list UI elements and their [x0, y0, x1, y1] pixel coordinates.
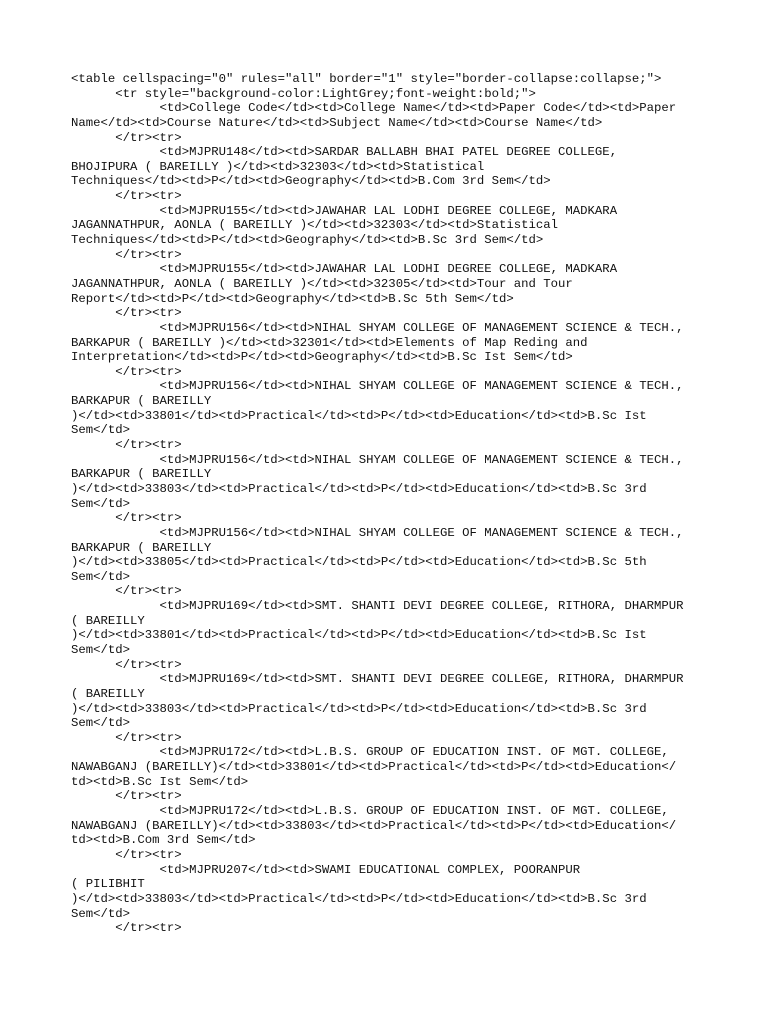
source-line: BARKAPUR ( BAREILLY — [71, 467, 212, 482]
source-line: Sem</td> — [71, 496, 131, 511]
source-line: ( PILIBHIT — [71, 877, 145, 892]
source-line: <td>MJPRU207</td><td>SWAMI EDUCATIONAL COMPLEX, POORANPUR — [71, 862, 581, 877]
source-line: NAWABGANJ (BAREILLY)</td><td>33801</td><td>Practical</td><td>P</td><td>Education</ — [71, 760, 677, 775]
source-line: Name</td><td>Course Nature</td><td>Subject Name</td><td>Course Name</td> — [71, 115, 603, 130]
source-line: )</td><td>33803</td><td>Practical</td><td>P</td><td>Education</td><td>B.Sc 3rd — [71, 481, 647, 496]
source-line: td><td>B.Com 3rd Sem</td> — [71, 833, 256, 848]
source-line: ( BAREILLY — [71, 686, 145, 701]
source-line: <td>MJPRU172</td><td>L.B.S. GROUP OF EDUCATION INST. OF MGT. COLLEGE, — [71, 745, 669, 760]
source-line: </tr><tr> — [71, 584, 182, 599]
source-line: )</td><td>33803</td><td>Practical</td><td>P</td><td>Education</td><td>B.Sc 3rd — [71, 701, 647, 716]
source-line: BHOJIPURA ( BAREILLY )</td><td>32303</td><td>Statistical — [71, 159, 485, 174]
source-line: </tr><tr> — [71, 511, 182, 526]
source-line: Techniques</td><td>P</td><td>Geography</td><td>B.Sc 3rd Sem</td> — [71, 233, 544, 248]
source-line: </tr><tr> — [71, 130, 182, 145]
source-line: BARKAPUR ( BAREILLY )</td><td>32301</td><td>Elements of Map Reding and — [71, 335, 588, 350]
source-line: <td>MJPRU155</td><td>JAWAHAR LAL LODHI DEGREE COLLEGE, MADKARA — [71, 262, 618, 277]
source-line: </tr><tr> — [71, 306, 182, 321]
source-line: </tr><tr> — [71, 921, 182, 936]
source-line: Sem</td> — [71, 423, 131, 438]
source-line: )</td><td>33801</td><td>Practical</td><td>P</td><td>Education</td><td>B.Sc Ist — [71, 628, 647, 643]
source-line: </tr><tr> — [71, 247, 182, 262]
source-line: </tr><tr> — [71, 438, 182, 453]
source-line: </tr><tr> — [71, 847, 182, 862]
source-line: Report</td><td>P</td><td>Geography</td><td>B.Sc 5th Sem</td> — [71, 291, 514, 306]
source-line: <tr style="background-color:LightGrey;font-weight:bold;"> — [71, 86, 536, 101]
source-line: BARKAPUR ( BAREILLY — [71, 394, 212, 409]
source-line: Interpretation</td><td>P</td><td>Geography</td><td>B.Sc Ist Sem</td> — [71, 350, 573, 365]
source-line: td><td>B.Sc Ist Sem</td> — [71, 774, 249, 789]
source-line: <td>MJPRU172</td><td>L.B.S. GROUP OF EDUCATION INST. OF MGT. COLLEGE, — [71, 804, 669, 819]
source-line: )</td><td>33803</td><td>Practical</td><td>P</td><td>Education</td><td>B.Sc 3rd — [71, 891, 647, 906]
source-line: </tr><tr> — [71, 364, 182, 379]
source-line: <td>MJPRU156</td><td>NIHAL SHYAM COLLEGE OF MANAGEMENT SCIENCE & TECH., — [71, 452, 684, 467]
source-line: <td>MJPRU156</td><td>NIHAL SHYAM COLLEGE OF MANAGEMENT SCIENCE & TECH., — [71, 379, 684, 394]
source-line: </tr><tr> — [71, 789, 182, 804]
source-line: )</td><td>33801</td><td>Practical</td><td>P</td><td>Education</td><td>B.Sc Ist — [71, 408, 647, 423]
source-line: <td>MJPRU169</td><td>SMT. SHANTI DEVI DEGREE COLLEGE, RITHORA, DHARMPUR — [71, 672, 684, 687]
source-line: <td>College Code</td><td>College Name</td><td>Paper Code</td><td>Paper — [71, 101, 677, 116]
source-line: <td>MJPRU148</td><td>SARDAR BALLABH BHAI PATEL DEGREE COLLEGE, — [71, 145, 618, 160]
source-line: )</td><td>33805</td><td>Practical</td><td>P</td><td>Education</td><td>B.Sc 5th — [71, 555, 647, 570]
source-line: <td>MJPRU156</td><td>NIHAL SHYAM COLLEGE OF MANAGEMENT SCIENCE & TECH., — [71, 525, 684, 540]
source-line: </tr><tr> — [71, 189, 182, 204]
source-line: Sem</td> — [71, 906, 131, 921]
source-line: Sem</td> — [71, 569, 131, 584]
source-line: <td>MJPRU169</td><td>SMT. SHANTI DEVI DEGREE COLLEGE, RITHORA, DHARMPUR — [71, 599, 684, 614]
source-line: Sem</td> — [71, 642, 131, 657]
source-line: <td>MJPRU155</td><td>JAWAHAR LAL LODHI DEGREE COLLEGE, MADKARA — [71, 203, 618, 218]
source-line: Techniques</td><td>P</td><td>Geography</td><td>B.Com 3rd Sem</td> — [71, 174, 551, 189]
source-line: JAGANNATHPUR, AONLA ( BAREILLY )</td><td>32303</td><td>Statistical — [71, 218, 559, 233]
source-line: <td>MJPRU156</td><td>NIHAL SHYAM COLLEGE OF MANAGEMENT SCIENCE & TECH., — [71, 320, 684, 335]
source-line: JAGANNATHPUR, AONLA ( BAREILLY )</td><td>32305</td><td>Tour and Tour — [71, 276, 573, 291]
html-source-text — [71, 72, 711, 936]
source-line: NAWABGANJ (BAREILLY)</td><td>33803</td><td>Practical</td><td>P</td><td>Education</ — [71, 818, 677, 833]
source-line: Sem</td> — [71, 716, 131, 731]
source-line: </tr><tr> — [71, 657, 182, 672]
source-line: ( BAREILLY — [71, 613, 145, 628]
source-line: <table cellspacing="0" rules="all" border="1" style="border-collapse:collapse;"> — [71, 72, 662, 86]
source-line: BARKAPUR ( BAREILLY — [71, 540, 212, 555]
source-line: </tr><tr> — [71, 730, 182, 745]
